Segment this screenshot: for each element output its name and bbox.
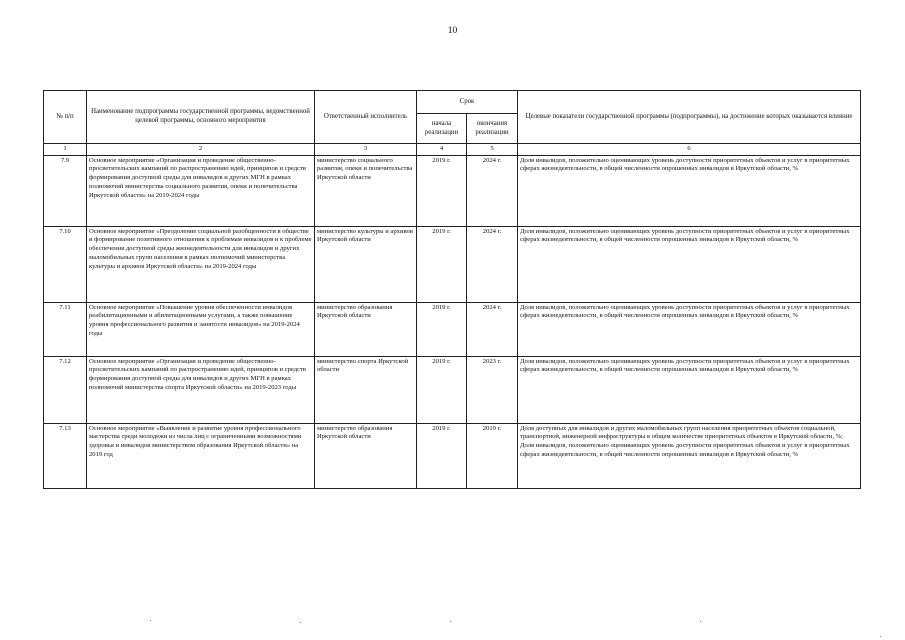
target-indicator: Доля инвалидов, положительно оценивающих уровень доступности приоритетных объектов и услуг в приоритетных сферах жизнедеятельности, в общей численности опрошенных инвалидов в Иркутской области, % [520, 357, 850, 374]
header-start: начала реализации [417, 114, 467, 144]
row-number: 7.10 [44, 226, 87, 302]
end-year: 2024 г. [467, 302, 518, 356]
row-number: 7.13 [44, 423, 87, 488]
column-index-row [44, 144, 861, 156]
measure-name: Основное мероприятие «Преодоление социальной разобщенности в обществе и формирование позитивного отношения к проблемам инвалидов и к проблеме обеспечения доступной среды жизнедеятельности для инвалидов и других маломобильных групп населения в рамках полномочий министерства культуры и архивов Иркутской области» на 2019-2024 годы [87, 226, 315, 302]
responsible-executor: министерство образования Иркутской области [315, 423, 417, 488]
start-year: 2019 г. [417, 302, 467, 356]
table-row [44, 423, 861, 488]
target-indicator: Доля инвалидов, положительно оценивающих уровень доступности приоритетных объектов и услуг в приоритетных сферах жизнедеятельности, в общей численности опрошенных инвалидов в Иркутской области, % [520, 227, 850, 244]
responsible-executor: министерство социального развития, опеки и попечительства Иркутской области [315, 155, 417, 226]
end-year: 2024 г. [467, 155, 518, 226]
table-row [44, 356, 861, 423]
row-number: 7.12 [44, 356, 87, 423]
end-year: 2019 г. [467, 423, 518, 488]
program-measures-table [43, 90, 861, 489]
column-index: 1 [44, 144, 87, 156]
responsible-executor: министерство образования Иркутской области [315, 302, 417, 356]
target-indicators [518, 356, 861, 423]
measure-name: Основное мероприятие «Выявление и развитие уровня профессионального мастерства среди молодежи из числа лиц с ограниченными возможностями здоровья и инвалидов министерством образования Иркутской области» на 2019 год [87, 423, 315, 488]
target-indicator: Доля инвалидов, положительно оценивающих уровень доступности приоритетных объектов и услуг в приоритетных сферах жизнедеятельности, в общей численности опрошенных инвалидов в Иркутской области, % [520, 156, 850, 173]
column-index: 6 [518, 144, 861, 156]
column-index: 3 [315, 144, 417, 156]
column-index: 2 [87, 144, 315, 156]
header-measure-name: Наименование подпрограммы государственной программы, ведомственной целевой программы, основного мероприятия [87, 91, 315, 144]
measure-name: Основное мероприятие «Организация и проведение общественно-просветительских кампаний по распространению идей, принципов и средств формирования доступной среды для инвалидов и других МГН в рамках полномочий министерства спорта Иркутской области» на 2019-2023 годы [87, 356, 315, 423]
table-row [44, 302, 861, 356]
column-index: 5 [467, 144, 518, 156]
page-number: 10 [447, 26, 458, 36]
target-indicator: Доля инвалидов, положительно оценивающих уровень доступности приоритетных объектов и услуг в приоритетных сферах жизнедеятельности, в общей численности опрошенных инвалидов в Иркутской области, % [520, 442, 850, 458]
table-row [44, 226, 861, 302]
header-target-indicators: Целевые показатели государственной программы (подпрограммы), на достижение которых оказывается влияние [518, 91, 861, 144]
header-end: окончания реализации [467, 114, 518, 144]
end-year: 2024 г. [467, 226, 518, 302]
start-year: 2019 г. [417, 155, 467, 226]
measure-name: Основное мероприятие «Повышение уровня обеспеченности инвалидов реабилитационными и абилитационными услугами, а также повышение уровня профессионального развития и занятости инвалидов» на 2019-2024 годы [87, 302, 315, 356]
start-year: 2019 г. [417, 356, 467, 423]
row-number: 7.11 [44, 302, 87, 356]
target-indicators [518, 302, 861, 356]
target-indicator: Доля инвалидов, положительно оценивающих уровень доступности приоритетных объектов и услуг в приоритетных сферах жизнедеятельности, в общей численности опрошенных инвалидов в Иркутской области, % [520, 303, 850, 320]
start-year: 2019 г. [417, 226, 467, 302]
target-indicator: Доля доступных для инвалидов и других маломобильных групп населения приоритетных объектов социальной, транспортной, инженерной инфраструктуры в общем количестве приоритетных объектов в Иркутской области, %; [520, 424, 843, 441]
table-header-row [44, 91, 861, 114]
start-year: 2019 г. [417, 423, 467, 488]
target-indicators [518, 423, 861, 488]
target-indicators [518, 155, 861, 226]
header-responsible: Ответственный исполнитель [315, 91, 417, 144]
header-term: Срок [417, 91, 518, 114]
table-row [44, 155, 861, 226]
end-year: 2023 г. [467, 356, 518, 423]
responsible-executor: министерство культуры и архивов Иркутской области [315, 226, 417, 302]
column-index: 4 [417, 144, 467, 156]
target-indicators [518, 226, 861, 302]
measure-name: Основное мероприятие «Организация и проведение общественно-просветительских кампаний по распространению идей, принципов и средств формирования доступной среды для инвалидов и других МГН в рамках полномочий министерства социального развития, опеки и попечительства Иркутской области» на 2019-2024 годы [87, 155, 315, 226]
header-number: № п/п [44, 91, 87, 144]
responsible-executor: министерство спорта Иркутской области [315, 356, 417, 423]
row-number: 7.9 [44, 155, 87, 226]
